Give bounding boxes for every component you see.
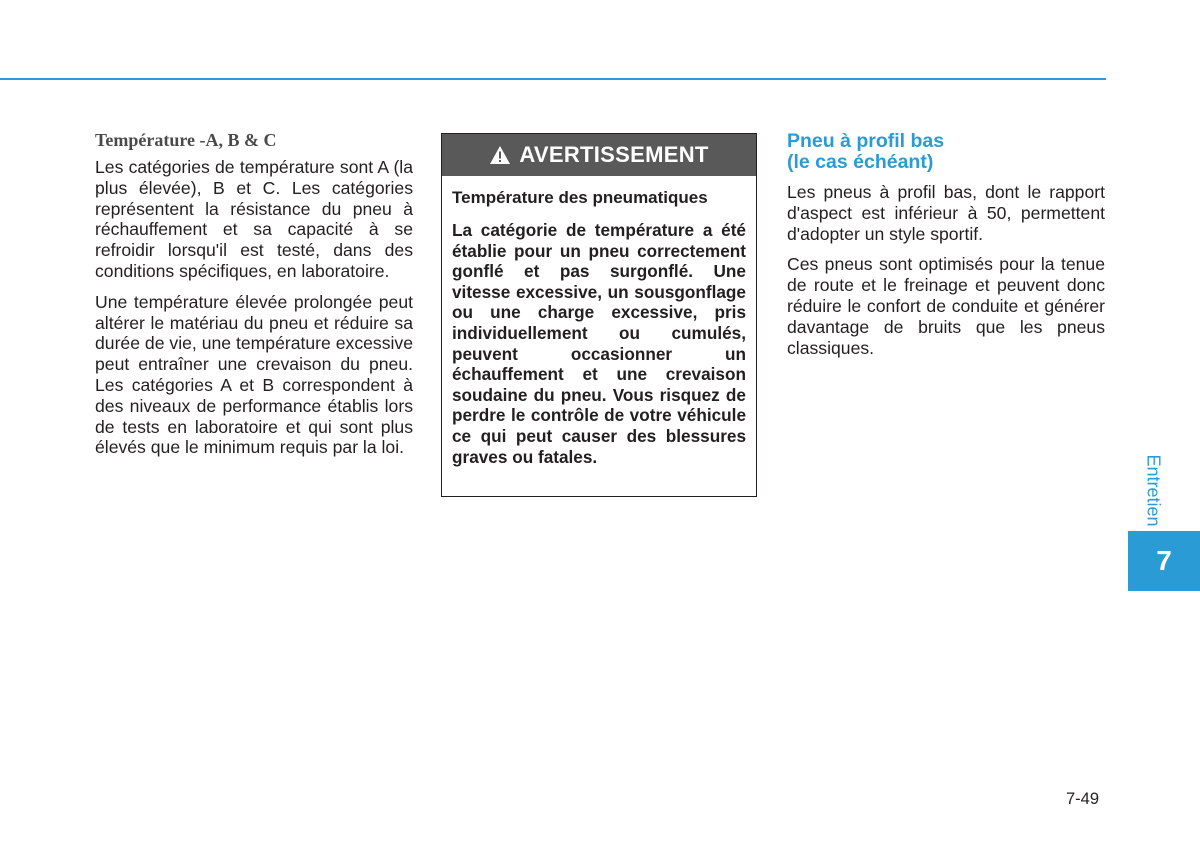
column-temperature	[95, 130, 413, 468]
warning-triangle-icon	[489, 145, 511, 165]
paragraph: Ces pneus sont optimisés pour la tenue de route et le freinage et peuvent donc réduire le confort de conduite et générer davantage de bruits que les pneus classiques.	[787, 254, 1105, 358]
header-rule	[0, 78, 1106, 80]
warning-subtitle: Température des pneumatiques	[452, 188, 708, 207]
warning-title: AVERTISSEMENT	[519, 142, 709, 167]
warning-box	[441, 133, 757, 497]
warning-body	[442, 176, 756, 467]
page-number: 7-49	[1066, 790, 1100, 808]
chapter-number: 7	[1156, 545, 1172, 576]
chapter-side-label	[1138, 445, 1168, 535]
column-low-profile	[787, 131, 1105, 368]
section-heading-temperature: Température -A, B & C	[95, 130, 277, 150]
section-heading-low-profile	[787, 131, 1105, 173]
paragraph: Les catégories de température sont A (la plus élevée), B et C. Les catégories représentent la résistance du pneu à réchauffement et sa capacité à se refroidir lorsqu'il est testé, dans des conditions spécifiques, en laboratoire.	[95, 157, 413, 281]
paragraph: Une température élevée prolongée peut altérer le matériau du pneu et réduire sa durée de vie, une température excessive peut entraîner une crevaison du pneu. Les catégories A et B correspondent à des niveaux de performance établis lors de tests en laboratoire et qui sont plus élevés que le minimum requis par la loi.	[95, 291, 413, 458]
warning-header	[442, 134, 756, 176]
heading-line: (le cas échéant)	[787, 151, 934, 173]
chapter-label-text: Entretien	[1143, 453, 1164, 527]
chapter-tab	[1128, 531, 1200, 591]
paragraph: Les pneus à profil bas, dont le rapport d'aspect est inférieur à 50, permettent d'adopter un style sportif.	[787, 182, 1105, 244]
warning-text: La catégorie de température a été établie pour un pneu correctement gonflé et pas surgonflé. Une vitesse excessive, un sousgonflage ou une charge excessive, pris individuellement ou cumulés, peuvent occasionner un échauffement et une crevaison soudaine du pneu. Vous risquez de perdre le contrôle de votre véhicule ce qui peut causer des blessures graves ou fatales.	[452, 220, 746, 467]
heading-line: Pneu à profil bas	[787, 130, 945, 152]
